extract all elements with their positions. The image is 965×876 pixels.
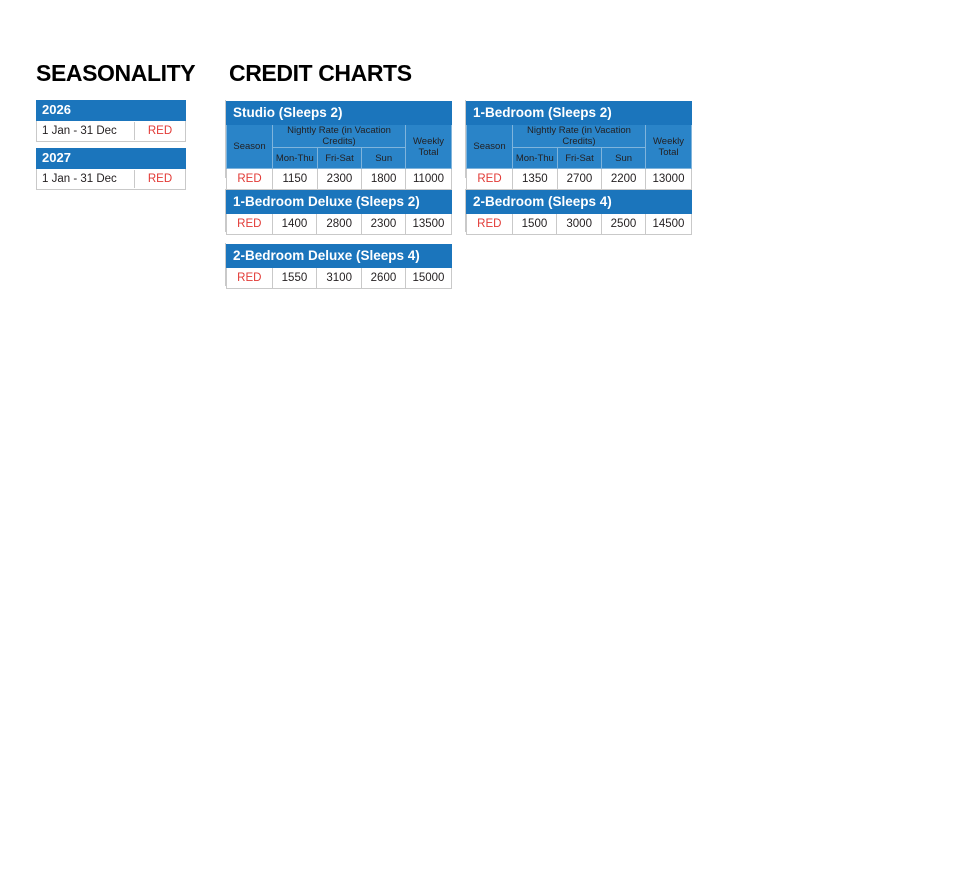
column-header-fri-sat: Fri-Sat (317, 148, 362, 169)
cell-sun: 2500 (602, 214, 646, 235)
seasonality-date-range: 1 Jan - 31 Dec (37, 122, 135, 140)
column-header-nightly-group: Nightly Rate (in Vacation Credits) (513, 125, 646, 148)
cell-mon-thu: 1150 (273, 169, 318, 190)
credit-chart-studio (226, 101, 452, 190)
credit-charts-heading: CREDIT CHARTS (229, 60, 412, 86)
table-header-group-row (467, 125, 692, 148)
seasonality-year-label: 2026 (36, 100, 186, 121)
cell-sun: 2600 (362, 268, 406, 289)
seasonality-season-name: RED (147, 125, 173, 137)
cell-mon-thu: 1550 (272, 268, 317, 289)
credit-chart-1-bedroom (466, 101, 692, 190)
column-header-season: Season (467, 125, 513, 169)
table-row (467, 169, 692, 190)
cell-season: RED (227, 169, 273, 190)
seasonality-heading: SEASONALITY (36, 60, 196, 86)
column-header-fri-sat: Fri-Sat (557, 148, 602, 169)
chart-table (226, 268, 452, 289)
cell-season: RED (467, 214, 513, 235)
chart-title: Studio (Sleeps 2) (226, 101, 452, 125)
chart-title: 2-Bedroom Deluxe (Sleeps 4) (226, 244, 452, 268)
column-header-nightly-group: Nightly Rate (in Vacation Credits) (273, 125, 406, 148)
column-header-weekly-total: Weekly Total (406, 125, 452, 169)
column-header-sun: Sun (602, 148, 646, 169)
table-row (227, 169, 452, 190)
seasonality-season-name: RED (147, 173, 173, 185)
chart-title: 1-Bedroom (Sleeps 2) (466, 101, 692, 125)
cell-sun: 2200 (602, 169, 646, 190)
cell-mon-thu: 1350 (513, 169, 558, 190)
cell-fri-sat: 3000 (557, 214, 602, 235)
cell-season: RED (227, 214, 273, 235)
chart-title: 1-Bedroom Deluxe (Sleeps 2) (226, 190, 452, 214)
cell-mon-thu: 1400 (272, 214, 317, 235)
seasonality-block-2027 (36, 148, 186, 190)
column-header-sun: Sun (362, 148, 406, 169)
chart-table (466, 214, 692, 235)
column-header-mon-thu: Mon-Thu (513, 148, 558, 169)
column-header-season: Season (227, 125, 273, 169)
cell-weekly-total: 13500 (405, 214, 451, 235)
cell-weekly-total: 11000 (406, 169, 452, 190)
seasonality-date-range: 1 Jan - 31 Dec (37, 170, 135, 188)
column-header-mon-thu: Mon-Thu (273, 148, 318, 169)
seasonality-row (36, 121, 186, 142)
cell-sun: 1800 (362, 169, 406, 190)
seasonality-row (36, 169, 186, 190)
chart-table (466, 125, 692, 190)
cell-sun: 2300 (362, 214, 406, 235)
table-row (467, 214, 692, 235)
cell-season: RED (467, 169, 513, 190)
cell-fri-sat: 2800 (317, 214, 362, 235)
table-row (227, 214, 452, 235)
cell-season: RED (227, 268, 273, 289)
credit-chart-1-bedroom-deluxe (226, 190, 452, 235)
cell-fri-sat: 2700 (557, 169, 602, 190)
cell-fri-sat: 3100 (317, 268, 362, 289)
credit-chart-2-bedroom-deluxe (226, 244, 452, 289)
chart-table (226, 125, 452, 190)
table-row (227, 268, 452, 289)
chart-table (226, 214, 452, 235)
table-header-group-row (227, 125, 452, 148)
seasonality-block-2026 (36, 100, 186, 142)
column-header-weekly-total: Weekly Total (645, 125, 691, 169)
cell-weekly-total: 14500 (645, 214, 691, 235)
cell-mon-thu: 1500 (512, 214, 557, 235)
credit-chart-2-bedroom (466, 190, 692, 235)
cell-weekly-total: 13000 (645, 169, 691, 190)
chart-title: 2-Bedroom (Sleeps 4) (466, 190, 692, 214)
cell-fri-sat: 2300 (317, 169, 362, 190)
seasonality-year-label: 2027 (36, 148, 186, 169)
cell-weekly-total: 15000 (405, 268, 451, 289)
